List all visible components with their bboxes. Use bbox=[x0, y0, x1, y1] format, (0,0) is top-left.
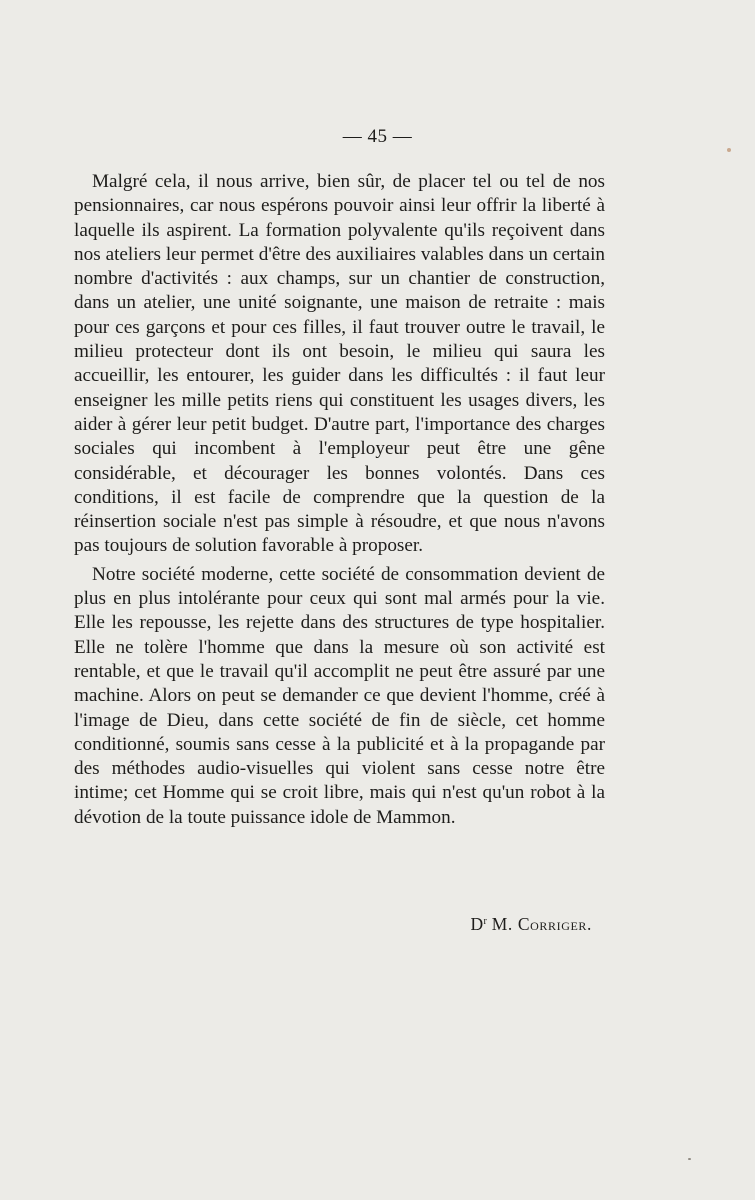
body-text bbox=[74, 170, 605, 830]
author-title-letter: D bbox=[470, 914, 484, 934]
author-title-superscript: r bbox=[483, 916, 488, 927]
paper-speck bbox=[688, 1158, 691, 1160]
paragraph-1: Malgré cela, il nous arrive, bien sûr, de placer tel ou tel de nos pensionnaires, car nous espérons pouvoir ainsi leur offrir la liberté à laquelle ils aspirent. La formation polyvalente qu'ils reçoivent dans nos ateliers leur permet d'être des auxiliaires valables dans un certain nombre d'activités : aux champs, sur un chantier de construction, dans un atelier, une unité soignante, une maison de retraite : mais pour ces garçons et pour ces filles, il faut trouver outre le travail, le milieu protecteur dont ils ont besoin, le milieu qui saura les accueillir, les entourer, les guider dans les difficultés : il faut leur enseigner les mille petits riens qui constituent les usages divers, les aider à gérer leur petit budget. D'autre part, l'importance des charges sociales qui incombent à l'employeur peut être une gêne considérable, et décourager les bonnes volontés. Dans ces conditions, il est facile de comprendre que la question de la réinsertion sociale n'est pas simple à résoudre, et que nous n'avons pas toujours de solution favorable à proposer. bbox=[74, 171, 605, 557]
author-signature bbox=[470, 914, 592, 935]
author-title bbox=[470, 914, 487, 934]
author-name: M. Corriger. bbox=[491, 914, 592, 934]
paper-speck bbox=[727, 148, 731, 152]
page-number: — 45 — bbox=[342, 126, 413, 147]
paragraph-2: Notre société moderne, cette société de consommation devient de plus en plus intolérante pour ceux qui sont mal armés pour la vie. Elle les repousse, les rejette dans des structures de type hospitalier. Elle ne tolère l'homme que dans la mesure où son activité est rentable, et que le travail qu'il accomplit ne peut être assuré par une machine. Alors on peut se demander ce que devient l'homme, créé à l'image de Dieu, dans cette société de fin de siècle, cet homme conditionné, soumis sans cesse à la publicité et à la propagande par des méthodes audio-visuelles qui violent sans cesse notre être intime; cet Homme qui se croit libre, mais qui n'est qu'un robot à la dévotion de la toute puissance idole de Mammon. bbox=[74, 563, 605, 828]
